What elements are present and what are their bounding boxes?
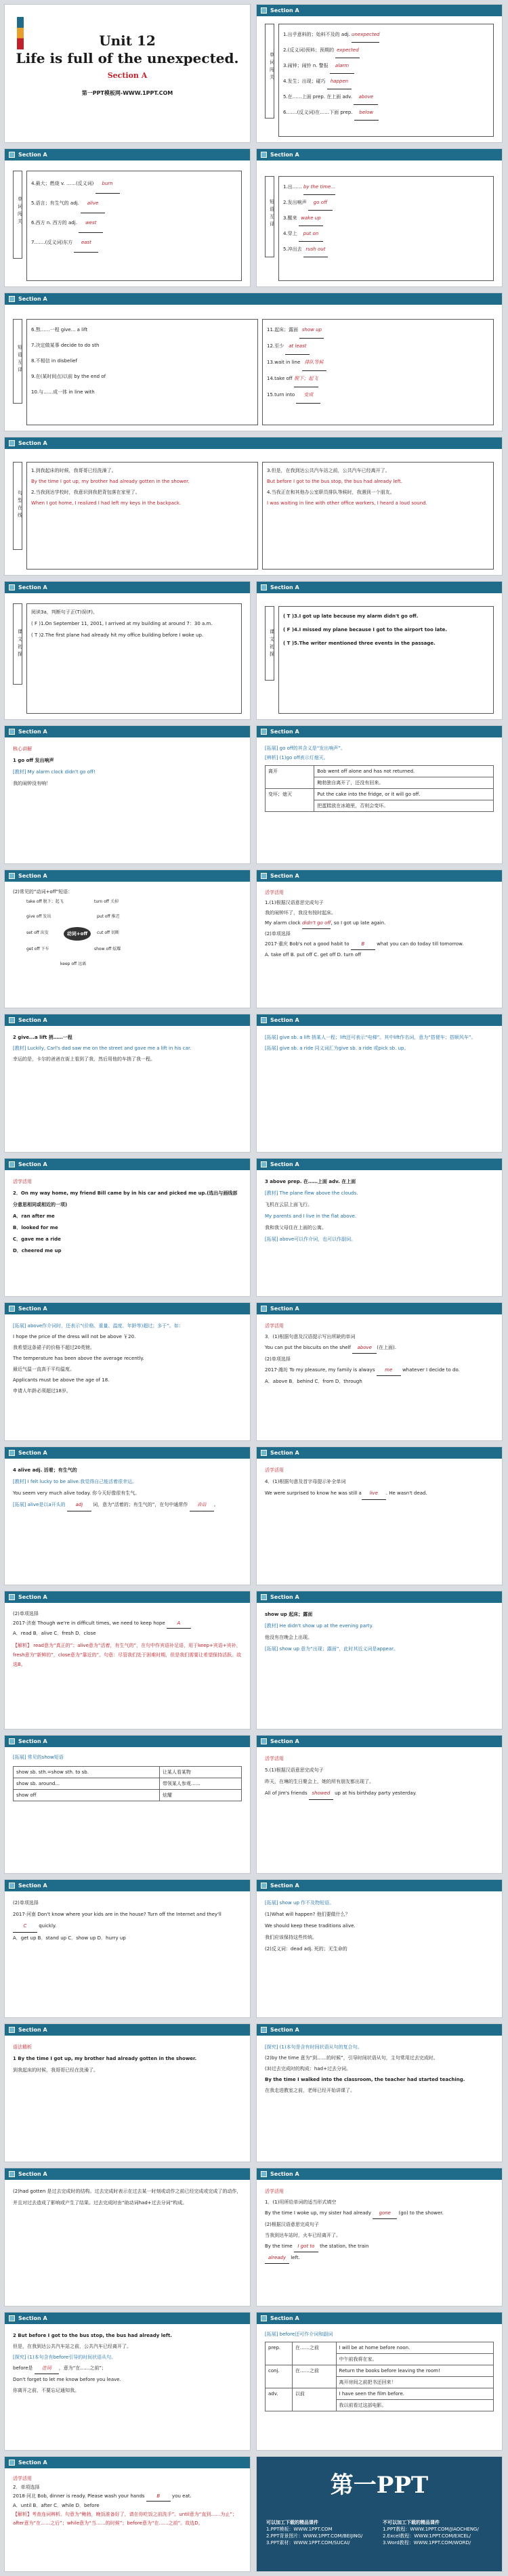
slide-before-practice[interactable]: Section A 活学活用 2．单项选择 2018·河北 Bob, dinner is ready. Please wash your hands B you eat. A．until B．after C．while D．before 【解析】考查连词辨析。句意为“鲍勃，晚饭准备好了，请在你吃饭之前洗手”。until意为“直到……为止”；after意为“在……之后”；while意为“当……的时候”；before意为“在……之前”。故选D。	[4, 2456, 251, 2572]
section-icon	[261, 1450, 267, 1456]
section-icon	[261, 2171, 267, 2177]
reading-items: 阅读3a，判断句子正(T)误(F)。 ( F )1.On September 11, 2001, I arrived at my building at around 7：30 a.m. ( T )2.The first plane had already hit my office building before I woke up.	[26, 603, 242, 714]
slide-give-lift[interactable]: Section A 2 give...a lift 捎……一程 [教材] Luckily, Carl's dad saw me on the street and gave me a lift in his car. 幸运的是，卡尔的爸爸在街上看到了我，然后用他的车捎了我一程。	[4, 1014, 251, 1153]
vocab-list: 4.最大；燃烧 v. ……(反义词) burn 5.语言；有生气的 adj. alive 6.西方 n. 西方的 adj. west 7.……(反义词)东方 east	[26, 171, 242, 281]
slide-phrases-1[interactable]	[256, 148, 503, 287]
slide-go-off-practice[interactable]: Section A 活学活用 1.(1)根据汉语意思完成句子 我的闹钟坏了，我没有按时起床。 My alarm clock didn't go off, so I got up late again. (2)单项选择 2017·重庆 Bob's not a good habit to B what you can do today till tomorrow. A. take off B. put off C. get off D. turn off	[256, 870, 503, 1008]
slide-show-phrases[interactable]: Section A [拓展] 常见的show短语 show sb. sth.=show sth. to sb. 让某人看某物 show sb. around... 带领某人参观…… show off 炫耀	[4, 1735, 251, 1874]
slide-grammar-before[interactable]: Section A 2 But before I got to the bus stop, the bus had already left. 但是，在我到达公共汽车站之前，公共汽车已经离开了。 [探究] (1)本句含有before引导的时间状语从句。 before是 连词 ，意为“在……之前”； Don't forget to let me know before you leave. 你离开之前，不要忘记通知我。	[4, 2312, 251, 2451]
slide-before-ext[interactable]: Section A [拓展] before还可作介词和副词 prep. 在……之前 I will be at home before noon. 中午前我将在家。 conj. 在……之前 Return the books before leaving the room! 离开房间之前把书还回来！ adv. 以前 I have seen the film before. 我以前看过这部电影。	[256, 2312, 503, 2451]
slide-header: Section A	[5, 1014, 250, 1026]
slide-show-up[interactable]: Section A show up 起床；露面 [教材] He didn't show up at the evening party. 他没有在晚会上出现。 [拓展] show up 意为“出现；露面”，此时其近义词是appear。	[256, 1591, 503, 1730]
phrases-label: 短语互译	[13, 319, 22, 404]
slide-go-off-ext[interactable]: Section A [拓展] go off的其含义是“发出响声”。 [辨析] (1)go off表示灯熄灭。 离开 Bob went off alone and has not returned. 鲍勃独自离开了，还没有回来。 变坏；熄灭 Put the cake into the fridge, or it will go off. 把蛋糕放在冰箱里，否则会变坏。	[256, 725, 503, 864]
slide-header: Section A	[257, 1591, 502, 1603]
slide-header: Section A	[257, 726, 502, 737]
slide-give-lift-ext[interactable]: Section A [拓展] give sb. a lift 捎某人一程；lift还可表示“电梯”。其中lift作名词，意为“搭便车；搭顺风车”。 [拓展] give sb. a ride 同义词汇为give sb. a ride 或pick sb. up。	[256, 1014, 503, 1153]
slide-grammar-practice-1[interactable]: Section A 活学活用 1．(1)用所给单词的适当形式填空 By the time I woke up, my sister had already gone (go) to the shower. (2)根据汉语意思完成句子 当我到达车站时，火车已经离开了。 By the time I got to the station, the train already left.	[256, 2168, 503, 2306]
slide-header: Section A	[257, 2168, 502, 2180]
slide-header: Section A	[5, 1880, 250, 1891]
section-icon	[261, 152, 267, 158]
slide-header: Section A	[5, 2457, 250, 2468]
go-off-table: 离开 Bob went off alone and has not returned. 鲍勃独自离开了，还没有回来。 变坏；熄灭 Put the cake into the fridge, or it will go off. 把蛋糕放在冰箱里，否则会变坏。	[265, 765, 494, 812]
section-icon	[261, 1017, 267, 1023]
section-icon	[9, 1883, 15, 1889]
section-icon	[261, 1883, 267, 1889]
slide-header: Section A	[257, 582, 502, 593]
slide-footer-ad[interactable]	[256, 2456, 503, 2572]
section-icon	[261, 873, 267, 879]
phrases-left: 6.熬……一程 give... a lift 7.决定做某事 decide to do sth 8.不相信 in disbelief 9.在(某时间点)以前 by the end of 10.与……成一体 in line with	[26, 319, 258, 425]
slide-alive[interactable]: Section A 4 alive adj. 活着；有生气的 [教材] I felt lucky to be alive.我觉得自己能活着很幸运。 You seem very much alive today. 你今天好像很有生气。 [拓展] alive是以a开头的 adj 词，意为“活着的；有生气的”，在句中通常作 表语 。	[4, 1446, 251, 1585]
before-table: prep. 在……之前 I will be at home before noon. 中午前我将在家。 conj. 在……之前 Return the books before leaving the room! 离开房间之前把书还回来！ adv. 以前 I have seen the film before. 我以前看过这部电影。	[265, 2342, 494, 2411]
slide-header: Section A	[5, 1591, 250, 1603]
slide-header: Section A	[257, 1447, 502, 1459]
slide-header: Section A	[257, 1159, 502, 1170]
slide-reading-1[interactable]	[4, 581, 251, 720]
section-icon	[9, 584, 15, 591]
section-icon	[9, 2171, 15, 2177]
section-icon	[9, 440, 15, 446]
slide-show-practice[interactable]: Section A 活学活用 5.(1)根据汉语意思完成句子 昨天，在琳的生日聚会上，她的所有朋友都出现了。 All of Jim's friends showed up at his birthday party yesterday.	[256, 1735, 503, 1874]
core-tag: 核心讲解	[13, 746, 32, 752]
cover-site: 第一PPT模板网-WWW.1PPT.COM	[81, 90, 173, 96]
section-icon	[261, 1738, 267, 1744]
slide-header: Section A	[5, 726, 250, 737]
section-icon	[9, 152, 15, 158]
cover-section: Section A	[107, 71, 148, 80]
sentences-label: 句型在线	[13, 462, 22, 550]
footer-logo: 第一PPT	[330, 2472, 429, 2499]
slide-reading-2[interactable]	[256, 581, 503, 720]
section-icon	[261, 2315, 267, 2321]
phrases-label: 短语互译	[265, 176, 274, 257]
slide-header: Section A	[5, 1447, 250, 1459]
slide-lift-practice[interactable]: Section A 活学活用 2．On my way home, my friend Bill came by in his car and picked me up.(选出与画线部分意思相同或相近的一项) A．ran after me B．looked for me C．gave me a ride D．cheered me up	[4, 1158, 251, 1297]
slide-grammar-explore[interactable]: Section A [探究] (1)本句是含有时间状语从句的复合句。 (2)by the time 意为“到……的时候”，引导时间状语从句，主句常用过去完成时。 (3)过去完成时的构成：had+过去分词。 By the time I walked into the classroom, the teacher had started teaching. 在我走进教室之前，老师已经开始讲课了。	[256, 2023, 503, 2162]
slide-show-ext[interactable]: Section A [拓展] show up 作不及物短语。 (1)What will happen? 他们要做什么？ We should keep these traditions alive. 我们应该保持这些传统。 (2)反义词：dead adj. 死的；无生命的	[256, 1879, 503, 2018]
section-icon	[9, 1306, 15, 1312]
section-icon	[9, 1450, 15, 1456]
slide-header: Section A	[5, 2313, 250, 2324]
phrases-right: 11.起床；露面 show up 12.至少 at least 13.wait in line 排队等候 14.take off 脱下；起飞 15.turn into 变成	[262, 319, 494, 425]
slide-header: Section A	[5, 1303, 250, 1314]
section-icon	[261, 1594, 267, 1600]
section-icon	[9, 1017, 15, 1023]
slide-alive-practice-2[interactable]: Section A (2)单项选择 2017·济南 Though we're in difficult times, we need to keep hope A A．read B．alive C．fresh D．close 【解析】 read意为“真正的”；alive意为“活着，有生气的”，在句中作宾语补足语，用于keep+宾语+宾补，fresh意为“新鲜的”，close意为“靠近的”。句意：尽管我们处于困难时期，但是我们需要让希望保持活跃。故选B。	[4, 1591, 251, 1730]
section-icon	[9, 2315, 15, 2321]
slide-vocab-1[interactable]	[256, 4, 503, 143]
section-icon	[261, 1306, 267, 1312]
section-icon	[9, 296, 15, 302]
section-icon	[9, 1161, 15, 1167]
section-icon	[261, 1161, 267, 1167]
slide-cover[interactable]	[4, 4, 251, 143]
slide-header: Section A	[5, 2168, 250, 2180]
vocab-label: 单词闯关	[265, 24, 274, 119]
section-icon	[9, 2460, 15, 2466]
slide-phrases-2[interactable]	[4, 293, 503, 431]
slide-alive-practice[interactable]: Section A 活学活用 4．(1)根据句意及首字母提示补全单词 We were surprised to know he was still a live . He wasn't dead.	[256, 1446, 503, 1585]
slide-header: Section A	[257, 5, 502, 16]
slide-header: Section A	[257, 1014, 502, 1026]
vocab-list: 1.出乎意料的；始料不及的 adj. unexpected 2.(反义词)预料；预期的 expected 3.闹钟；闹铃 n. 警报 alarm 4.发生；出现；碰巧 happen 5.在……上面 prep. 在上面 adv. above 6.……(反义词)在……下面 prep. below	[278, 24, 494, 137]
cover-title: Life is full of the unexpected.	[16, 50, 239, 66]
section-icon	[261, 7, 267, 14]
slide-header: Section A	[257, 1736, 502, 1747]
slide-go-off[interactable]: Section A 核心讲解 1 go off 发出响声 [教材] My alarm clock didn't go off! 我的闹钟没有响！	[4, 725, 251, 864]
off-mindmap: 动词+off take off 脱下；起飞 turn off 关掉 give off 发出 put off 推迟 set off 出发 cut off 切断 get off 下车 show off 炫耀 keep off 远离	[26, 899, 121, 966]
footer-right: 不可以加工下载的精品课件 1.PPT教程：WWW.1PPT.COM/JIAOCHENG/ 2.Excel教程：WWW.1PPT.COM/EXCEL/ 3.Word教程：WWW.1PPT.COM/WORD/	[383, 2520, 479, 2546]
slide-header: Section A	[5, 582, 250, 593]
slide-header: Section A	[257, 870, 502, 882]
sentences-right: 3.但是，在我到达公共汽车站之前，公共汽车已经离开了。 But before I got to the bus stop, the bus had already left. 4.当我正在和其他办公室职员排队等候时，我遇到一个朋友。 I was waiting in line with other office workers, I heard a loud sound.	[262, 462, 494, 570]
slide-header: Section A	[5, 1159, 250, 1170]
slide-header: Section A	[5, 870, 250, 882]
slide-above-ext[interactable]: Section A [拓展] above作介词时，还表示“(价格、重量、温度、年龄等)超过；多于”。如： I hope the price of the dress will not be above ￥20. 我希望这条裙子的价格不超过20英镑。 The temperature has been above the average recently. 最近气温一直高于平均温度。 Applicants must be above the age of 18. 申请人年龄必须超过18岁。	[4, 1302, 251, 1441]
slide-header: Section A	[5, 293, 502, 305]
footer-left: 可以加工下载的精品课件 1.PPT模板：WWW.1PPT.COM 2.PPT背景图片：WWW.1PPT.COM/BEIJING/ 3.PPT素材：WWW.1PPT.COM/SUCAI/	[266, 2520, 363, 2546]
slide-show-practice-2[interactable]: Section A (2)单项选择 2017·河南 Don't know where your kids are in the house? Turn off the Internet and they'll C quickly. A．get up B．stand up C．show up D．hurry up	[4, 1879, 251, 2018]
cover-unit: Unit 12	[99, 33, 156, 49]
point-title: 1 go off 发出响声	[13, 758, 54, 763]
slide-header: Section A	[5, 437, 502, 449]
slide-grammar-1[interactable]: Section A 语法精析 1 By the time I got up, my brother had already gotten in the shower. 到我起床的时候，我哥哥已经在洗澡了。	[4, 2023, 251, 2162]
section-icon	[9, 1594, 15, 1600]
slide-header: Section A	[5, 1736, 250, 1747]
section-icon	[9, 873, 15, 879]
phrases-list: 1.出…… by the time... 2.发出响声 go off 3.醒来 wake up 4.穿上 put on 5.冲出去 rush out	[278, 176, 494, 281]
slide-vocab-2[interactable]	[4, 148, 251, 287]
slide-grammar-past-perfect[interactable]: Section A (2)had gotten 是过去完成时的结构。过去完成时表示在过去某一时刻或动作之前已经完成或完成了的动作，并且对过去造成了影响或产生了结果。过去完成时由“助动词had+过去分词”构成。	[4, 2168, 251, 2306]
section-icon	[261, 729, 267, 735]
vocab-label: 单词闯关	[13, 171, 22, 259]
reading-items: ( T )3.I got up late because my alarm didn't go off. ( F )4.I missed my plane because I got to the airport too late. ( T )5.The writer mentioned three events in the passage.	[278, 606, 494, 714]
slide-above-practice[interactable]: Section A 活学活用 3．(1)根据句意及汉语提示写出所缺的单词 You can put the biscuits on the shelf above (在上面). (2)单项选择 2017·潍坊 To my pleasure, my family is always me whatever I decide to do. A．above B．behind C．from D．through	[256, 1302, 503, 1441]
sentences-left: 1.到我起床的时候，我哥哥已经洗澡了。 By the time I got up, my brother had already gotten in the shower. 2.当我到达学校时，我意识到我把背包落在家里了。 When I got home, I realized I had left my keys in the backpack.	[26, 462, 258, 570]
slide-header: Section A	[5, 149, 250, 160]
slide-off-phrases[interactable]: Section A (2)常见的“动词+off”短语： 动词+off take off 脱下；起飞 turn off 关掉 give off 发出 put off 推迟 set off 出发 cut off 切断 get off 下车 show off 炫耀 keep off 远离	[4, 870, 251, 1008]
section-icon	[261, 584, 267, 591]
reading-label: 课文初探	[13, 603, 22, 685]
slide-above[interactable]: Section A 3 above prep. 在……上面 adv. 在上面 [教材] The plane flew above the clouds. 飞机在云层上面飞行。 My parents and I live in the flat above. 我和我父母住在上面的公寓。 [拓展] above可以作介词，也可以作副词。	[256, 1158, 503, 1297]
reading-label: 课文初探	[265, 606, 274, 681]
slide-header: Section A	[257, 1880, 502, 1891]
slide-header: Section A	[5, 2024, 250, 2036]
section-icon	[261, 2027, 267, 2033]
slide-sentences[interactable]	[4, 437, 503, 576]
show-table: show sb. sth.=show sth. to sb. 让某人看某物 show sb. around... 带领某人参观…… show off 炫耀	[13, 1766, 242, 1801]
slide-header: Section A	[257, 2313, 502, 2324]
section-icon	[9, 2027, 15, 2033]
section-icon	[9, 729, 15, 735]
slide-header: Section A	[257, 1303, 502, 1314]
section-icon	[9, 1738, 15, 1744]
slide-header: Section A	[257, 2024, 502, 2036]
slide-header: Section A	[257, 149, 502, 160]
